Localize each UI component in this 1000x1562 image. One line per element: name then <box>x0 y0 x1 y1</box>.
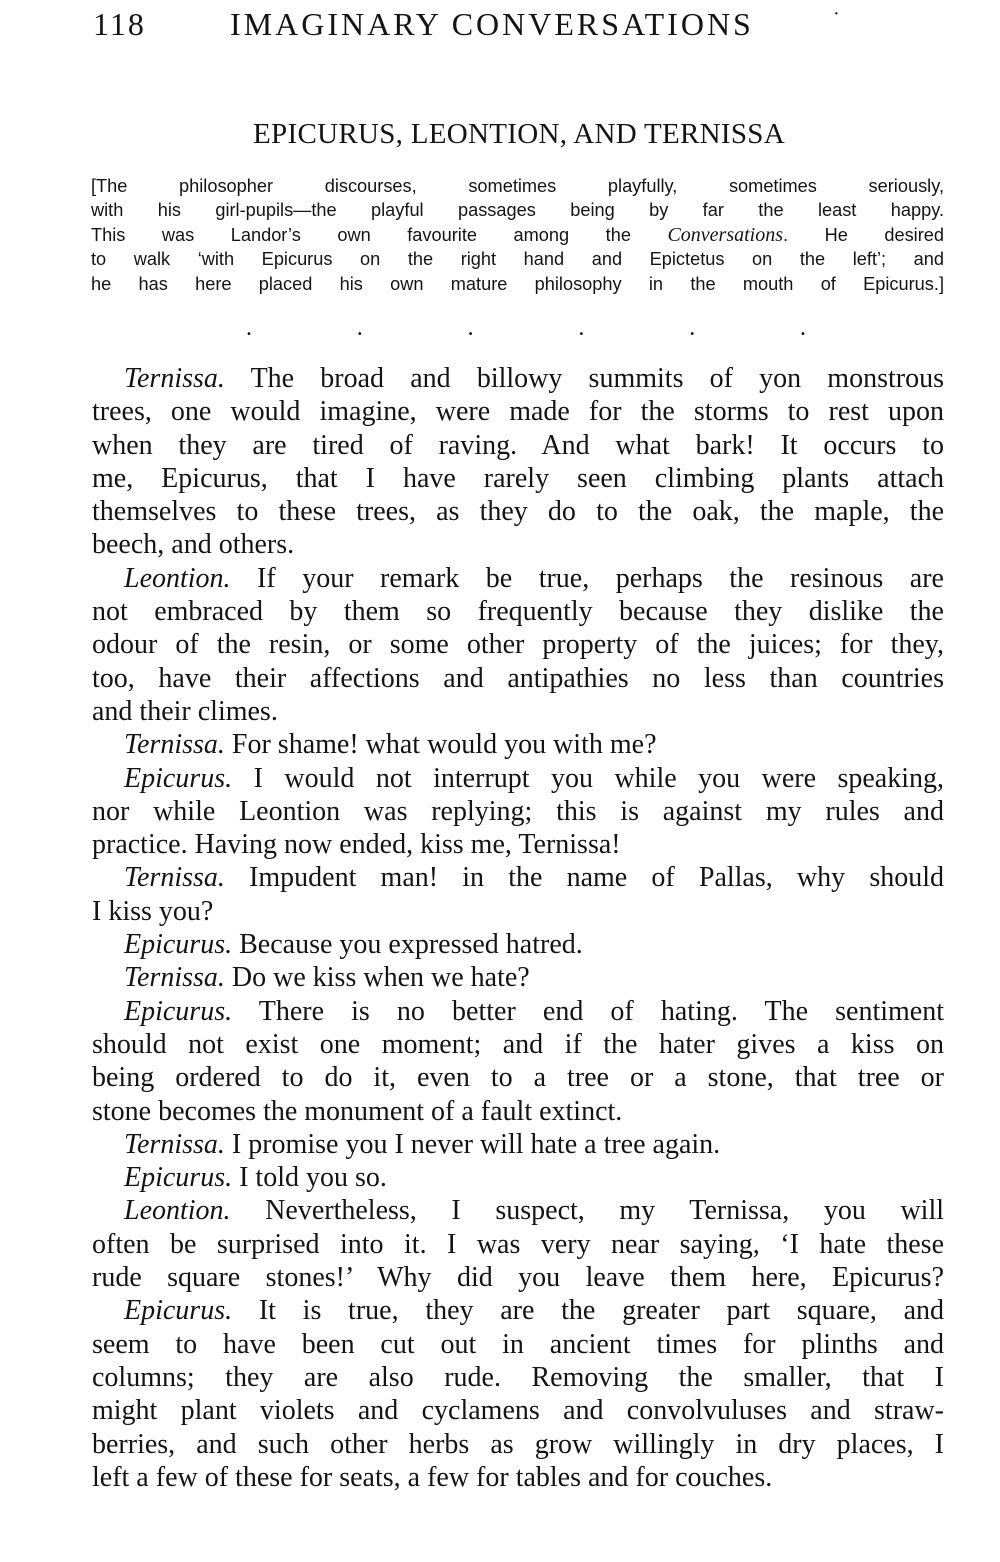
speech-text: might plant violets and cyclamens and convolvuluses and straw- <box>92 1395 944 1427</box>
page-number: 118 <box>93 6 146 42</box>
speech-line <box>92 662 944 695</box>
speech-line <box>92 528 944 561</box>
editorial-note <box>91 174 944 296</box>
speaker-name: Ternissa. <box>124 1128 225 1160</box>
speaker-name: Ternissa. <box>124 862 225 894</box>
speech-line <box>92 1028 944 1061</box>
speech-text: For shame! what would you with me? <box>224 729 657 761</box>
speaker-name: Ternissa. <box>124 363 225 394</box>
speech-line <box>92 795 944 828</box>
speech-line-start <box>92 762 944 795</box>
note-text: This was Landor’s own favourite among the <box>91 224 668 245</box>
speech-line-start <box>92 861 944 894</box>
speech-line-start <box>92 562 944 595</box>
ellipsis-divider <box>246 316 806 340</box>
speaker-name: Epicurus. <box>124 1162 233 1194</box>
speech-line <box>92 628 944 661</box>
speech-line <box>92 1361 944 1394</box>
speech-line <box>92 1261 944 1294</box>
speech-text: me, Epicurus, that I have rarely seen climbing plants attach <box>92 462 944 494</box>
speech-text: beech, and others. <box>92 529 295 561</box>
speech-line <box>92 828 944 861</box>
speech-text: being ordered to do it, even to a tree or a stone, that tree or <box>92 1062 944 1094</box>
speaker-name: Epicurus. <box>124 762 233 794</box>
speaker-name: Epicurus. <box>124 929 233 961</box>
speech-text: I kiss you? <box>92 895 214 927</box>
divider-dot: . <box>356 315 363 341</box>
speech-text: seem to have been cut out in ancient times for plinths and <box>92 1328 944 1360</box>
speech-text: often be surprised into it. I was very near saying, ‘I hate these <box>92 1228 944 1260</box>
speech-text: berries, and such other herbs as grow willingly in dry places, I <box>92 1428 944 1460</box>
speech-text: too, have their affections and antipathies no less than countries <box>92 662 944 694</box>
speech-line-start <box>92 995 944 1028</box>
speech-text: There is no better end of hating. The sentiment <box>232 995 944 1027</box>
running-head <box>93 4 953 44</box>
speech-text: The broad and billowy summits of yon monstrous <box>224 363 944 394</box>
speech-line <box>92 1394 944 1427</box>
speaker-name: Leontion. <box>124 562 231 594</box>
speech-line <box>92 595 944 628</box>
speech-text: I promise you I never will hate a tree again. <box>224 1128 721 1160</box>
speech-text: stone becomes the monument of a fault extinct. <box>92 1095 623 1127</box>
speech-line <box>92 895 944 928</box>
running-title: IMAGINARY CONVERSATIONS <box>230 6 754 42</box>
speech-text: I would not interrupt you while you were speaking, <box>232 762 944 794</box>
speech-text: It is true, they are the greater part square, and <box>232 1295 944 1327</box>
note-text: . He desired <box>783 224 945 245</box>
speech-text: left a few of these for seats, a few for tables and for couches. <box>92 1461 773 1493</box>
note-line <box>91 174 944 198</box>
speech-line <box>92 1061 944 1094</box>
speech-text: I told you so. <box>232 1162 387 1194</box>
speech-text: nor while Leontion was replying; this is against my rules and <box>92 795 944 827</box>
note-text: [The philosopher discourses, sometimes playfully, sometimes seriously, <box>91 176 944 196</box>
speaker-name: Leontion. <box>124 1195 231 1227</box>
speech-line <box>92 462 944 495</box>
speech-text: If your remark be true, perhaps the resinous are <box>230 562 944 594</box>
speech-text: odour of the resin, or some other property of the juices; for they, <box>92 629 944 661</box>
speech-line <box>92 1228 944 1261</box>
speaker-name: Epicurus. <box>124 995 233 1027</box>
speech-text: themselves to these trees, as they do to the oak, the maple, the <box>92 496 944 528</box>
speech-text: practice. Having now ended, kiss me, Ternissa! <box>92 829 621 861</box>
divider-dot: . <box>689 315 696 341</box>
speech-text: Do we kiss when we hate? <box>224 962 530 994</box>
speech-line <box>92 395 944 428</box>
section-heading: EPICURUS, LEONTION, AND TERNISSA <box>253 118 785 150</box>
speech-line-start <box>92 1128 944 1161</box>
speech-line-start <box>92 362 944 395</box>
speech-line <box>92 1428 944 1461</box>
note-line <box>91 198 944 222</box>
note-text: with his girl-pupils—the playful passages being by far the least happy. <box>91 200 944 221</box>
speech-text: when they are tired of raving. And what bark! It occurs to <box>92 429 944 461</box>
note-line <box>91 272 944 296</box>
divider-dot: . <box>246 315 252 341</box>
speech-line <box>92 429 944 462</box>
divider-dot: . <box>467 315 474 341</box>
speech-text: trees, one would imagine, were made for the storms to rest upon <box>92 396 944 428</box>
header-mark: · <box>833 3 840 25</box>
note-text: he has here placed his own mature philosophy in the mouth of Epicurus.] <box>91 273 944 294</box>
speech-text: Nevertheless, I suspect, my Ternissa, you will <box>230 1195 944 1227</box>
speech-text: Because you expressed hatred. <box>232 929 583 961</box>
speech-text: Impudent man! in the name of Pallas, why should <box>224 862 944 894</box>
speech-text: and their climes. <box>92 695 278 727</box>
divider-dot: . <box>578 315 585 341</box>
dialogue-text <box>92 362 944 1494</box>
speech-line <box>92 1095 944 1128</box>
note-italic-title: Conversations <box>667 223 784 246</box>
speaker-name: Ternissa. <box>124 962 225 994</box>
speech-text: rude square stones!’ Why did you leave them here, Epicurus? <box>92 1262 944 1294</box>
speech-line-start <box>92 1161 944 1194</box>
speech-text: should not exist one moment; and if the hater gives a kiss on <box>92 1028 944 1060</box>
speaker-name: Epicurus. <box>124 1295 233 1327</box>
note-line <box>91 223 944 247</box>
speech-line-start <box>92 928 944 961</box>
speech-text: columns; they are also rude. Removing the smaller, that I <box>92 1361 944 1393</box>
speech-line <box>92 1461 944 1494</box>
speech-line-start <box>92 1194 944 1227</box>
speech-line-start <box>92 961 944 994</box>
speaker-name: Ternissa. <box>124 729 225 761</box>
speech-line-start <box>92 728 944 761</box>
speech-line <box>92 495 944 528</box>
speech-line <box>92 695 944 728</box>
divider-dot: . <box>799 315 806 341</box>
note-line <box>91 247 944 271</box>
speech-line-start <box>92 1294 944 1327</box>
note-text: to walk ‘with Epicurus on the right hand and Epictetus on the left’; and <box>91 249 944 270</box>
speech-text: not embraced by them so frequently because they dislike the <box>92 596 944 628</box>
speech-line <box>92 1328 944 1361</box>
